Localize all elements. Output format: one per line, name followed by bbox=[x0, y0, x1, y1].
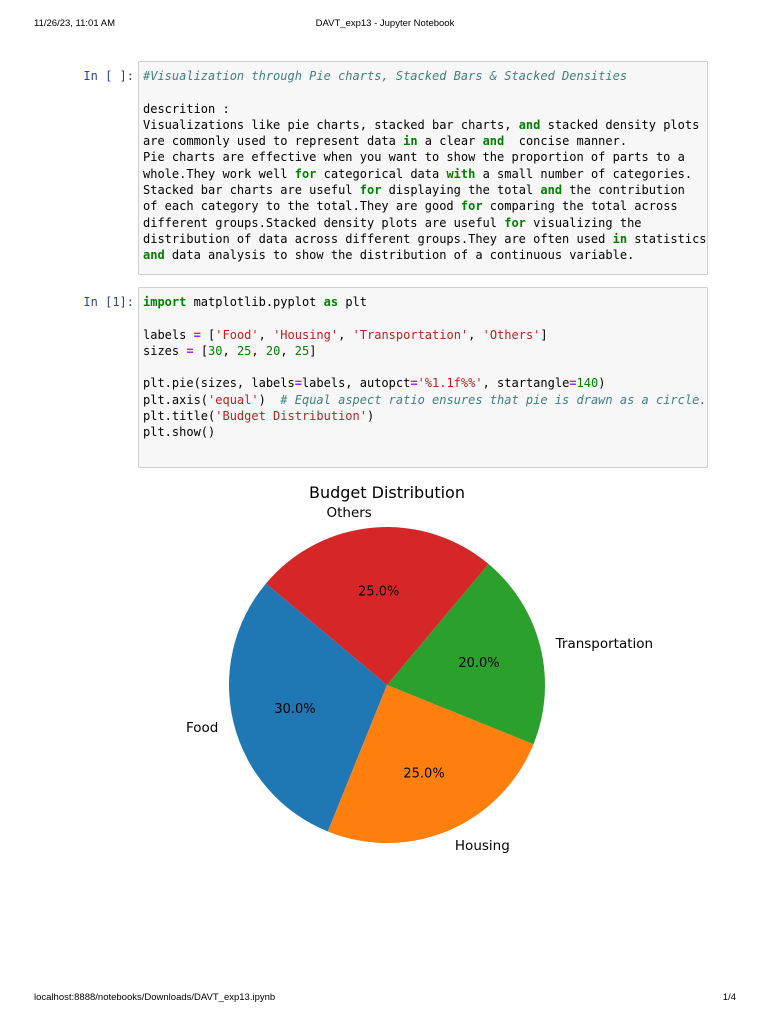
text-token: , bbox=[338, 327, 353, 342]
operator-token: = bbox=[410, 376, 418, 391]
operator-token: = bbox=[193, 327, 201, 342]
percent-label: 20.0% bbox=[458, 656, 500, 672]
keyword-token: for bbox=[460, 199, 483, 214]
markdown-cell[interactable] bbox=[80, 61, 708, 275]
text-token: a clear bbox=[417, 134, 483, 149]
cell-source[interactable] bbox=[143, 294, 707, 441]
code-line bbox=[143, 408, 707, 424]
cell-input-area[interactable] bbox=[138, 287, 708, 468]
text-token: descrition : bbox=[143, 101, 230, 116]
string-token: '%1.1f%%' bbox=[417, 376, 483, 391]
category-label: Transportation bbox=[555, 635, 654, 652]
cell-prompt: In [ ]: bbox=[83, 69, 134, 83]
cell-prompt: In [1]: bbox=[83, 295, 134, 309]
keyword-token: with bbox=[446, 166, 476, 181]
category-label: Housing bbox=[454, 837, 510, 854]
percent-label: 25.0% bbox=[403, 766, 445, 782]
print-header bbox=[34, 18, 736, 32]
text-token: plt.axis( bbox=[143, 392, 209, 407]
code-line bbox=[143, 166, 707, 182]
code-line bbox=[143, 117, 707, 133]
keyword-token: for bbox=[359, 183, 382, 198]
chart-title: Budget Distribution bbox=[309, 483, 465, 502]
text-token: whole.They work well bbox=[143, 166, 295, 181]
number-token: 25 bbox=[294, 343, 310, 358]
code-line bbox=[143, 101, 707, 117]
print-url: localhost:8888/notebooks/Downloads/DAVT_exp13.ipynb bbox=[34, 992, 276, 1003]
category-label: Food bbox=[185, 720, 219, 737]
keyword-token: as bbox=[323, 295, 339, 309]
text-token: data analysis to show the distribution of a continuous variable. bbox=[164, 248, 635, 263]
text-token: Visualizations like pie charts, stacked bar charts, bbox=[143, 117, 519, 132]
code-line bbox=[143, 133, 707, 149]
text-token: ] bbox=[309, 343, 317, 358]
text-token: [ bbox=[193, 343, 209, 358]
text-token: [ bbox=[200, 327, 216, 342]
cell-input-area[interactable] bbox=[138, 61, 708, 275]
number-token: 30 bbox=[208, 343, 223, 358]
text-token: labels, autopct bbox=[301, 376, 411, 391]
text-token: , startangle bbox=[482, 376, 570, 391]
keyword-token: in bbox=[612, 231, 628, 246]
text-token: ] bbox=[540, 327, 548, 342]
code-line bbox=[143, 327, 707, 343]
text-token: ) bbox=[366, 409, 375, 424]
text-token: plt.pie(sizes, labels bbox=[143, 376, 295, 391]
text-token: a small number of categories. bbox=[475, 166, 693, 181]
text-token: , bbox=[468, 327, 483, 342]
comment-token: #Visualization through Pie charts, Stacked Bars & Stacked Densities bbox=[143, 69, 628, 83]
category-label: Others bbox=[326, 504, 372, 521]
cell-source[interactable] bbox=[143, 68, 707, 264]
code-line bbox=[143, 84, 707, 100]
text-token: , bbox=[222, 343, 237, 358]
code-line bbox=[143, 247, 707, 263]
code-line bbox=[143, 198, 707, 214]
keyword-token: in bbox=[403, 134, 418, 149]
print-title: DAVT_exp13 - Jupyter Notebook bbox=[315, 18, 455, 29]
print-datetime: 11/26/23, 11:01 AM bbox=[34, 18, 115, 29]
pie-chart bbox=[185, 478, 660, 868]
code-line bbox=[143, 424, 707, 440]
operator-token: = bbox=[186, 343, 194, 358]
code-line bbox=[143, 343, 707, 359]
code-line bbox=[143, 149, 707, 165]
text-token: different groups.Stacked density plots are useful bbox=[143, 215, 505, 230]
text-token: , bbox=[280, 343, 295, 358]
percent-label: 25.0% bbox=[358, 584, 400, 600]
text-token: ) bbox=[598, 376, 606, 391]
keyword-token: for bbox=[504, 215, 526, 230]
text-token: Stacked bar charts are useful bbox=[143, 183, 360, 198]
comment-token: # Equal aspect ratio ensures that pie is drawn as a circle. bbox=[280, 392, 707, 407]
text-token: displaying the total bbox=[381, 183, 541, 198]
text-token: ) bbox=[258, 392, 281, 407]
string-token: 'Food' bbox=[215, 327, 259, 342]
keyword-token: and bbox=[540, 183, 563, 198]
code-line bbox=[143, 231, 707, 247]
code-line bbox=[143, 310, 707, 326]
text-token: visualizing the bbox=[525, 215, 642, 230]
text-token: the contribution bbox=[562, 183, 685, 198]
string-token: 'equal' bbox=[208, 392, 259, 407]
string-token: 'Transportation' bbox=[352, 327, 469, 342]
text-token: plt bbox=[338, 295, 367, 309]
string-token: 'Housing' bbox=[273, 327, 339, 342]
text-token: are commonly used to represent data bbox=[143, 134, 404, 149]
text-token: matplotlib.pyplot bbox=[186, 295, 324, 309]
print-page-number: 1/4 bbox=[722, 992, 736, 1003]
code-line bbox=[143, 68, 707, 84]
text-token: labels bbox=[143, 327, 194, 342]
number-token: 20 bbox=[265, 343, 281, 358]
text-token: plt.title( bbox=[143, 409, 216, 424]
operator-token: = bbox=[294, 376, 302, 391]
keyword-token: and bbox=[482, 134, 505, 149]
keyword-token: and bbox=[518, 117, 541, 132]
code-line bbox=[143, 359, 707, 375]
text-token: categorical data bbox=[316, 166, 447, 181]
string-token: 'Others' bbox=[482, 327, 541, 342]
text-token: Pie charts are effective when you want to show the proportion of parts to a bbox=[143, 150, 685, 165]
code-line bbox=[143, 182, 707, 198]
text-token: concise manner. bbox=[504, 134, 628, 149]
keyword-token: import bbox=[143, 295, 187, 309]
text-token: plt.show() bbox=[143, 425, 216, 440]
code-line bbox=[143, 392, 707, 408]
print-footer bbox=[34, 992, 736, 1006]
code-line bbox=[143, 375, 707, 391]
percent-label: 30.0% bbox=[274, 701, 316, 717]
text-token: , bbox=[258, 327, 274, 342]
operator-token: = bbox=[569, 376, 577, 391]
keyword-token: for bbox=[294, 166, 317, 181]
code-cell[interactable] bbox=[80, 287, 708, 468]
cell-output bbox=[185, 478, 660, 868]
code-line bbox=[143, 215, 707, 231]
text-token: , bbox=[251, 343, 266, 358]
code-line bbox=[143, 294, 707, 310]
number-token: 140 bbox=[576, 376, 599, 391]
text-token: of each category to the total.They are good bbox=[143, 199, 461, 214]
text-token: stacked density plots bbox=[540, 117, 700, 132]
text-token: distribution of data across different groups.They are often used bbox=[143, 231, 613, 246]
text-token: statistics bbox=[627, 231, 707, 246]
string-token: 'Budget Distribution' bbox=[215, 409, 367, 424]
text-token: sizes bbox=[143, 343, 187, 358]
number-token: 25 bbox=[236, 343, 252, 358]
text-token: comparing the total across bbox=[482, 199, 678, 214]
keyword-token: and bbox=[143, 248, 165, 263]
